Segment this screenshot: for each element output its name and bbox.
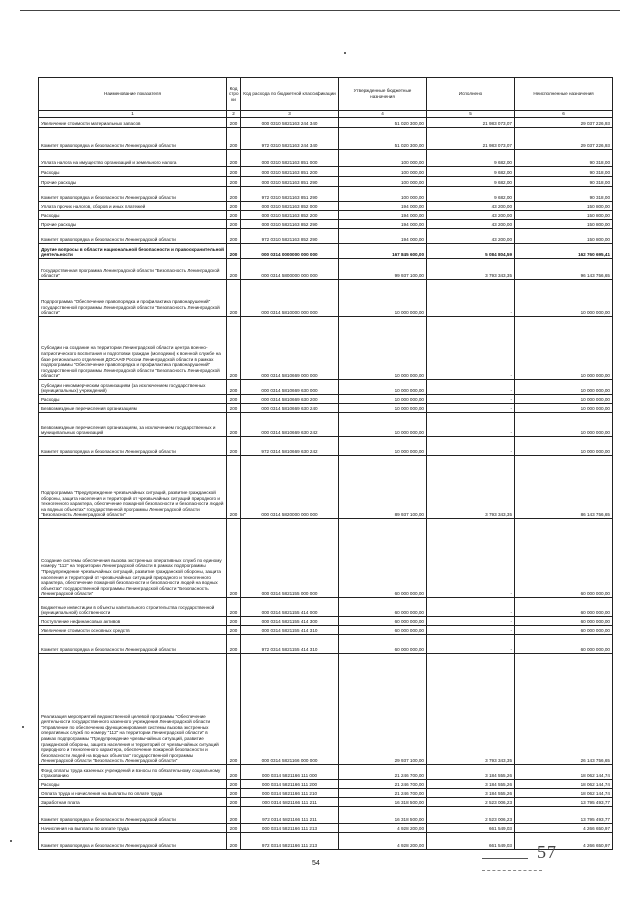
row-name-cell: Начисления на выплаты по оплате труда [39,824,227,833]
row-approved-cell: 194 000,00 [339,220,427,229]
row-remaining-cell: 60 000 000,00 [515,519,613,598]
row-executed-cell: 5 084 804,59 [427,244,515,259]
row-executed-cell: 9 682,00 [427,167,515,177]
row-approved-cell: 60 000 000,00 [339,519,427,598]
row-line-cell: 200 [227,765,241,780]
row-remaining-cell: 4 266 650,97 [515,824,613,833]
handwritten-page-number: 57 [537,842,557,862]
row-code-cell: 000 0314 5810669 630 242 [241,413,339,437]
row-approved-cell: 60 000 000,00 [339,617,427,626]
row-remaining-cell: 150 800,00 [515,211,613,220]
row-line-cell: 200 [227,437,241,456]
column-index: 2 [227,111,241,118]
table-row [39,317,613,380]
row-approved-cell: 51 020 300,00 [339,128,427,150]
row-line-cell: 200 [227,187,241,202]
row-line-cell: 200 [227,635,241,654]
row-name-cell: Другие вопросы в области национальной безопасности и правоохранительной деятельности [39,244,227,259]
table-row [39,807,613,824]
row-remaining-cell: 90 318,00 [515,177,613,187]
table-row [39,167,613,177]
row-code-cell: 000 0314 5800000 000 000 [241,259,339,280]
row-code-cell: 000 0310 5821163 851 000 [241,150,339,167]
row-name-cell: Расходы [39,780,227,789]
top-rule [20,10,620,11]
row-code-cell: 000 0314 0000000 000 000 [241,244,339,259]
row-code-cell: 000 0310 5821163 852 290 [241,220,339,229]
row-remaining-cell: 13 795 493,77 [515,798,613,807]
row-remaining-cell: 29 037 226,93 [515,118,613,128]
row-approved-cell: 194 000,00 [339,211,427,220]
row-executed-cell: - [427,395,515,404]
row-executed-cell: - [427,617,515,626]
row-code-cell: 000 0314 5821166 111 000 [241,765,339,780]
row-remaining-cell: 60 000 000,00 [515,617,613,626]
row-code-cell: 000 0314 5821155 414 300 [241,617,339,626]
row-executed-cell: 3 184 555,26 [427,780,515,789]
row-approved-cell: 10 000 000,00 [339,404,427,413]
row-remaining-cell: 60 000 000,00 [515,626,613,635]
row-executed-cell: 9 682,00 [427,150,515,167]
row-approved-cell: 60 000 000,00 [339,635,427,654]
row-approved-cell: 100 000,00 [339,150,427,167]
row-remaining-cell: 26 143 756,65 [515,654,613,765]
row-line-cell: 200 [227,220,241,229]
row-remaining-cell: 10 000 000,00 [515,395,613,404]
row-remaining-cell: 10 000 000,00 [515,280,613,317]
row-name-cell: Реализация мероприятий ведомственной целевой программы "Обеспечение деятельности государственного казенного учреждения Ленинградской области "Управление по обеспечению функционирования системы вызова экстренных оперативных служб по номеру "112" на территории Ленинградской области" в рамках подпрограммы "Предупреждение чрезвычайных ситуаций, развитие гражданской обороны, защита населения и территорий от чрезвычайных ситуаций природного и техногенного характера, обеспечение пожарной безопасности и безопасности людей на водных объектах" государственной программы Ленинградской области "Безопасность Ленинградской области" [39,654,227,765]
row-code-cell: 000 0314 5821166 111 211 [241,798,339,807]
row-code-cell: 972 0314 5810669 630 242 [241,437,339,456]
row-code-cell: 000 0314 5821155 000 000 [241,519,339,598]
row-executed-cell: 661 549,03 [427,833,515,850]
row-executed-cell: - [427,519,515,598]
row-code-cell: 972 0310 5821163 852 290 [241,229,339,244]
row-line-cell: 200 [227,211,241,220]
row-remaining-cell: 96 143 756,65 [515,259,613,280]
row-approved-cell: 89 937 100,00 [339,456,427,519]
table-row [39,780,613,789]
table-row [39,280,613,317]
table-row [39,437,613,456]
row-code-cell: 000 0310 5821163 852 000 [241,202,339,211]
row-name-cell: Комитет правопорядка и безопасности Ленинградской области [39,229,227,244]
row-approved-cell: 10 000 000,00 [339,437,427,456]
row-approved-cell: 194 000,00 [339,229,427,244]
row-line-cell: 200 [227,259,241,280]
row-line-cell: 200 [227,789,241,798]
column-index: 1 [39,111,227,118]
table-row [39,833,613,850]
row-remaining-cell: 150 800,00 [515,220,613,229]
header-budget-code: Код расхода по бюджетной классификации [241,78,339,111]
speck [10,840,12,842]
row-line-cell: 200 [227,244,241,259]
row-line-cell: 200 [227,456,241,519]
table-row [39,118,613,128]
header-row [39,78,613,111]
row-code-cell: 000 0314 5821166 000 000 [241,654,339,765]
row-line-cell: 200 [227,177,241,187]
row-executed-cell: - [427,626,515,635]
row-executed-cell: 3 793 343,35 [427,456,515,519]
row-code-cell: 000 0314 5810669 630 000 [241,380,339,395]
row-code-cell: 000 0314 5821155 414 000 [241,598,339,617]
row-remaining-cell: 10 000 000,00 [515,317,613,380]
row-executed-cell: 43 200,00 [427,220,515,229]
row-remaining-cell: 10 000 000,00 [515,413,613,437]
row-executed-cell: 9 682,00 [427,177,515,187]
row-line-cell: 200 [227,404,241,413]
table-row [39,635,613,654]
row-executed-cell: - [427,317,515,380]
handwritten-mark [482,850,528,859]
table-row [39,617,613,626]
row-line-cell: 200 [227,798,241,807]
table-row [39,187,613,202]
row-code-cell: 972 0314 5821166 111 211 [241,807,339,824]
row-name-cell: Оплата труда и начисления на выплаты по оплате труда [39,789,227,798]
row-executed-cell: 3 184 555,26 [427,765,515,780]
row-code-cell: 000 0314 5821166 111 213 [241,824,339,833]
row-approved-cell: 10 000 000,00 [339,317,427,380]
row-name-cell: Бюджетные инвестиции в объекты капитального строительства государственной (муниципальной) собственности [39,598,227,617]
budget-execution-table [38,77,613,850]
row-line-cell: 200 [227,202,241,211]
row-code-cell: 000 0314 5821155 414 310 [241,626,339,635]
row-remaining-cell: 150 800,00 [515,229,613,244]
row-approved-cell: 99 937 100,00 [339,259,427,280]
row-executed-cell: - [427,404,515,413]
row-name-cell: Безвозмездные перечисления организациям, за исключением государственных и муниципальных организаций [39,413,227,437]
row-line-cell: 200 [227,654,241,765]
row-approved-cell: 60 000 000,00 [339,598,427,617]
row-remaining-cell: 60 000 000,00 [515,635,613,654]
row-name-cell: Комитет правопорядка и безопасности Ленинградской области [39,833,227,850]
row-line-cell: 200 [227,317,241,380]
row-executed-cell: - [427,380,515,395]
row-code-cell: 000 0314 5810669 630 240 [241,404,339,413]
row-name-cell: Комитет правопорядка и безопасности Ленинградской области [39,635,227,654]
row-line-cell: 200 [227,519,241,598]
row-executed-cell: 43 200,00 [427,229,515,244]
row-approved-cell: 4 928 200,00 [339,833,427,850]
row-remaining-cell: 86 143 756,65 [515,456,613,519]
row-name-cell: Подпрограмма "Обеспечение правопорядка и профилактика правонарушений" государственной программы Ленинградской области "Безопасность Ленинградской области" [39,280,227,317]
table-row [39,244,613,259]
row-approved-cell: 29 937 100,00 [339,654,427,765]
row-approved-cell: 16 318 500,00 [339,807,427,824]
row-remaining-cell: 18 062 144,74 [515,780,613,789]
row-line-cell: 200 [227,128,241,150]
row-line-cell: 200 [227,617,241,626]
row-remaining-cell: 90 318,00 [515,167,613,177]
row-line-cell: 200 [227,626,241,635]
row-name-cell: Субсидии некоммерческим организациям (за исключением государственных (муниципальных) учреждений) [39,380,227,395]
row-line-cell: 200 [227,598,241,617]
row-executed-cell: - [427,437,515,456]
row-remaining-cell: 18 062 144,74 [515,765,613,780]
header-executed: Исполнено [427,78,515,111]
row-approved-cell: 100 000,00 [339,177,427,187]
table-row [39,824,613,833]
row-approved-cell: 10 000 000,00 [339,413,427,437]
row-name-cell: Прочие расходы [39,177,227,187]
table-row [39,150,613,167]
row-name-cell: Фонд оплаты труда казенных учреждений и взносы по обязательному социальному страхованию [39,765,227,780]
table-row [39,626,613,635]
row-line-cell: 200 [227,807,241,824]
table-row [39,456,613,519]
page-number: 54 [312,860,320,867]
row-name-cell: Увеличение стоимости основных средств [39,626,227,635]
row-name-cell: Поступление нефинансовых активов [39,617,227,626]
row-name-cell: Уплата налога на имущество организаций и земельного налога [39,150,227,167]
row-name-cell: Комитет правопорядка и безопасности Ленинградской области [39,807,227,824]
row-line-cell: 200 [227,167,241,177]
header-line-code: Код стро ки [227,78,241,111]
row-executed-cell: 3 793 343,35 [427,654,515,765]
header-indicator-name: Наименование показателя [39,78,227,111]
table-row [39,177,613,187]
row-executed-cell: 661 549,03 [427,824,515,833]
row-executed-cell: 3 793 343,35 [427,259,515,280]
column-index: 5 [427,111,515,118]
row-name-cell: Уплата прочих налогов, сборов и иных платежей [39,202,227,211]
row-line-cell: 200 [227,118,241,128]
row-executed-cell: 2 523 006,23 [427,798,515,807]
row-code-cell: 000 0310 5821163 244 340 [241,118,339,128]
row-line-cell: 200 [227,824,241,833]
row-code-cell: 000 0310 5821163 851 290 [241,177,339,187]
row-executed-cell: - [427,598,515,617]
row-executed-cell: 43 200,00 [427,211,515,220]
row-name-cell: Комитет правопорядка и безопасности Ленинградской области [39,187,227,202]
row-line-cell: 200 [227,780,241,789]
column-index: 4 [339,111,427,118]
row-name-cell: Расходы [39,395,227,404]
row-approved-cell: 10 000 000,00 [339,395,427,404]
header-remaining: Неисполненные назначения [515,78,613,111]
row-executed-cell: 3 184 555,26 [427,789,515,798]
row-remaining-cell: 10 000 000,00 [515,437,613,456]
row-name-cell: Безвозмездные перечисления организациям [39,404,227,413]
row-executed-cell: 21 983 073,07 [427,128,515,150]
row-approved-cell: 60 000 000,00 [339,626,427,635]
table-row [39,380,613,395]
row-remaining-cell: 13 795 493,77 [515,807,613,824]
row-line-cell: 200 [227,833,241,850]
row-name-cell: Создание системы обеспечения вызова экстренных оперативных служб по единому номеру "112" на территории Ленинградской области в рамках подпрограммы "Предупреждение чрезвычайных ситуаций, развитие гражданской обороны, защита населения и территорий от чрезвычайных ситуаций природного и техногенного характера, обеспечение пожарной безопасности и безопасности людей на водных объектах" государственной программы Ленинградской области "Безопасность Ленинградской области" [39,519,227,598]
row-remaining-cell: 18 062 144,74 [515,789,613,798]
row-approved-cell: 21 246 700,00 [339,780,427,789]
row-approved-cell: 194 000,00 [339,202,427,211]
table-row [39,654,613,765]
row-remaining-cell: 162 760 695,41 [515,244,613,259]
row-name-cell: Субсидии на создание на территории Ленинградской области центра военно-патриотического воспитания и подготовки граждан (молодежи) к военной службе на базе региональнго отделения ДОСААФ России Ленинградской области в рамках подпрограммы "Обеспечение правопорядка и профилактика правонарушений" государственной программы Ленинградской области "Безопасность Ленинградской области" [39,317,227,380]
speck [22,726,24,728]
row-remaining-cell: 29 037 226,93 [515,128,613,150]
row-line-cell: 200 [227,280,241,317]
table-row [39,229,613,244]
row-remaining-cell: 90 318,00 [515,150,613,167]
row-remaining-cell: 4 266 650,97 [515,833,613,850]
table-row [39,202,613,211]
row-name-cell: Расходы [39,167,227,177]
row-approved-cell: 16 318 500,00 [339,798,427,807]
column-index-row [39,111,613,118]
row-executed-cell: - [427,635,515,654]
row-code-cell: 000 0314 5820000 000 000 [241,456,339,519]
row-line-cell: 200 [227,395,241,404]
row-code-cell: 972 0310 5821163 851 290 [241,187,339,202]
table-row [39,395,613,404]
row-remaining-cell: 150 800,00 [515,202,613,211]
column-index: 6 [515,111,613,118]
row-name-cell: Расходы [39,211,227,220]
table-row [39,789,613,798]
row-code-cell: 000 0314 5810669 000 000 [241,317,339,380]
row-executed-cell: 9 682,00 [427,187,515,202]
table-body [39,118,613,850]
row-name-cell: Прочие расходы [39,220,227,229]
row-line-cell: 200 [227,380,241,395]
row-code-cell: 972 0314 5821155 414 310 [241,635,339,654]
table-row [39,211,613,220]
row-executed-cell: 21 983 073,07 [427,118,515,128]
table-row [39,798,613,807]
row-executed-cell: - [427,413,515,437]
row-remaining-cell: 60 000 000,00 [515,598,613,617]
row-approved-cell: 21 246 700,00 [339,765,427,780]
row-name-cell: Государственная программа Ленинградской области "Безопасность Ленинградской области" [39,259,227,280]
table-row [39,519,613,598]
row-remaining-cell: 10 000 000,00 [515,380,613,395]
row-executed-cell: - [427,280,515,317]
row-code-cell: 000 0314 5821166 111 200 [241,780,339,789]
row-executed-cell: 43 200,00 [427,202,515,211]
row-code-cell: 972 0310 5821163 244 340 [241,128,339,150]
row-approved-cell: 100 000,00 [339,187,427,202]
row-code-cell: 000 0314 5810000 000 000 [241,280,339,317]
table-row [39,413,613,437]
row-code-cell: 000 0310 5821163 851 200 [241,167,339,177]
row-approved-cell: 10 000 000,00 [339,380,427,395]
row-remaining-cell: 10 000 000,00 [515,404,613,413]
speck [344,52,346,54]
row-code-cell: 000 0314 5821166 111 210 [241,789,339,798]
row-approved-cell: 167 845 600,00 [339,244,427,259]
column-index: 3 [241,111,339,118]
table-row [39,220,613,229]
row-approved-cell: 21 246 700,00 [339,789,427,798]
table-row [39,598,613,617]
row-approved-cell: 100 000,00 [339,167,427,177]
row-line-cell: 200 [227,229,241,244]
table-row [39,128,613,150]
row-name-cell: Подпрограмма "Предупреждение чрезвычайных ситуаций, развитие гражданской обороны, защита населения и территорий от чрезвычайных ситуаций природного и техногенного характера, обеспечение пожарной безопасности и безопасности людей на водных объектах" государственной программы Ленинградской области "Безопасность Ленинградской области" [39,456,227,519]
row-name-cell: Комитет правопорядка и безопасности Ленинградской области [39,437,227,456]
row-name-cell: Увеличение стоимости материальных запасов [39,118,227,128]
row-name-cell: Заработная плата [39,798,227,807]
row-executed-cell: 2 523 006,23 [427,807,515,824]
row-name-cell: Комитет правопорядка и безопасности Ленинградской области [39,128,227,150]
row-remaining-cell: 90 318,00 [515,187,613,202]
dashed-line [482,870,542,871]
row-code-cell: 000 0310 5821163 852 200 [241,211,339,220]
row-code-cell: 000 0314 5810669 630 200 [241,395,339,404]
header-approved: Утвержденные бюджетные назначения [339,78,427,111]
row-line-cell: 200 [227,413,241,437]
row-approved-cell: 10 000 000,00 [339,280,427,317]
table-row [39,765,613,780]
row-line-cell: 200 [227,150,241,167]
row-approved-cell: 51 020 300,00 [339,118,427,128]
row-code-cell: 972 0314 5821166 111 213 [241,833,339,850]
row-approved-cell: 4 928 200,00 [339,824,427,833]
table-row [39,404,613,413]
table-row [39,259,613,280]
